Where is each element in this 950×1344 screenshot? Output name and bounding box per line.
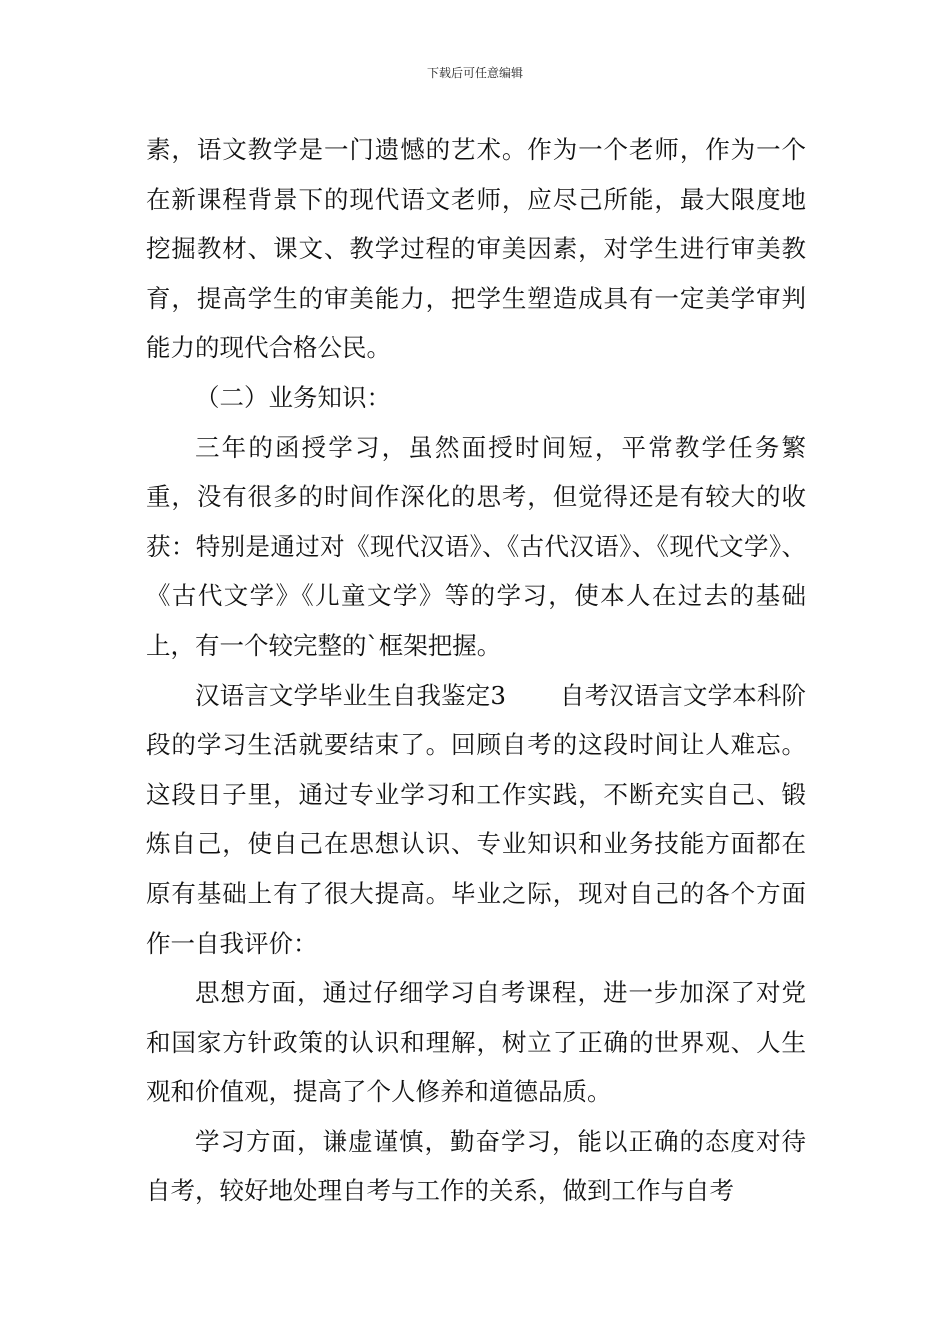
page-header: 下载后可任意编辑: [426, 66, 523, 80]
section-heading-professional-knowledge: （二）业务知识：: [195, 382, 391, 412]
document-body: [146, 125, 806, 1216]
section-title-self-evaluation-3: 汉语言文学毕业生自我鉴定3: [195, 680, 506, 710]
self-evaluation-3-text: 自考汉语言文学本科阶段的学习生活就要结束了。回顾自考的这段时间让人难忘。这段日子里，通过专业学习和工作实践，不断充实自己、锻炼自己，使自己在思想认识、专业知识和业务技能方面都在原有基础上有了很大提高。毕业之际，现对自己的各个方面作一自我评价：: [146, 680, 807, 958]
paragraph-ideology: 思想方面，通过仔细学习自考课程，进一步加深了对党和国家方针政策的认识和理解，树立了正确的世界观、人生观和价值观，提高了个人修养和道德品质。: [146, 978, 806, 1107]
paragraph-study: 学习方面，谦虚谨慎，勤奋学习，能以正确的态度对待自考，较好地处理自考与工作的关系，做到工作与自考: [146, 1126, 806, 1206]
paragraph-aesthetic-education: 素，语文教学是一门遗憾的艺术。作为一个老师，作为一个在新课程背景下的现代语文老师，应尽己所能，最大限度地挖掘教材、课文、教学过程的审美因素，对学生进行审美教育，提高学生的审美能力，把学生塑造成具有一定美学审判能力的现代合格公民。: [146, 135, 806, 363]
paragraph-correspondence-study: 三年的函授学习，虽然面授时间短，平常教学任务繁重，没有很多的时间作深化的思考，但觉得还是有较大的收获：特别是通过对《现代汉语》、《古代汉语》、《现代文学》、《古代文学》《儿童文学》等的学习，使本人在过去的基础上，有一个较完整的`框架把握。: [146, 432, 806, 660]
paragraph-self-evaluation-3: [146, 671, 806, 969]
